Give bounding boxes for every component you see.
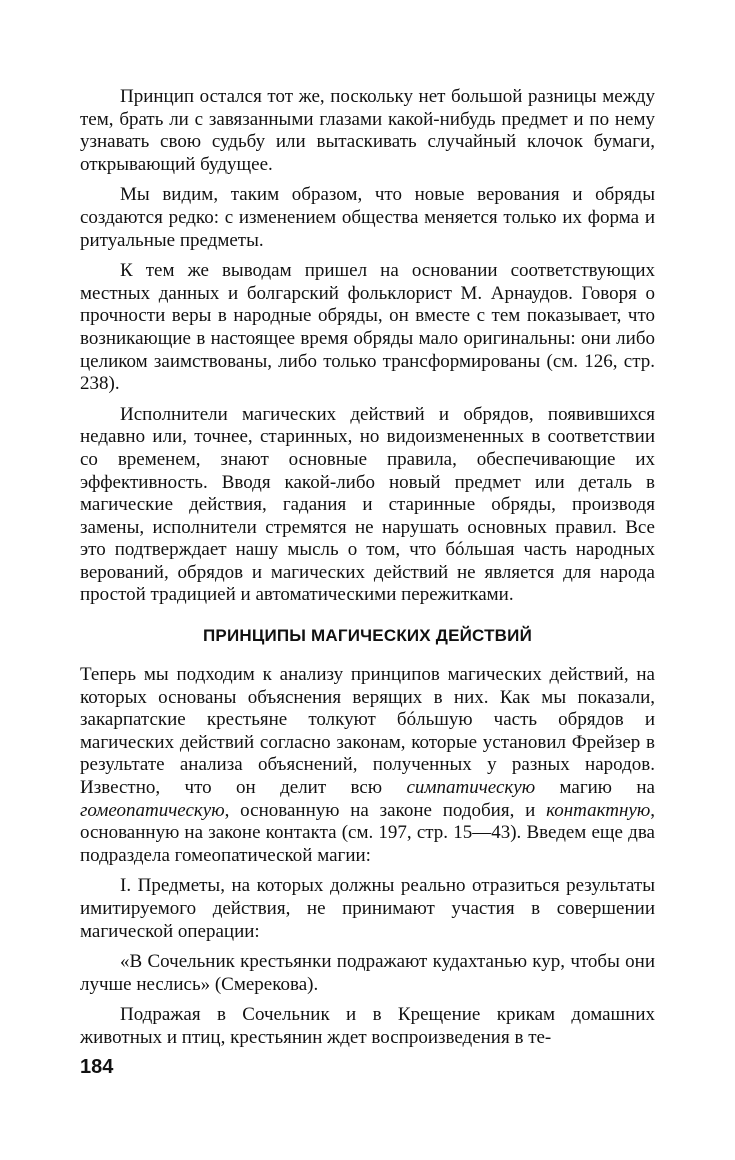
paragraph-principles-intro: Теперь мы подходим к анализу принципов магических действий, на которых основаны объяснения верящих в них. Как мы показали, закарпатские крестьяне толкуют бóльшую часть обрядов и магических действий согласно законам, которые установил Фрейзер в результате анализа объяснений, полученных у разных народов. Известно, что он делит всю симпатическую магию на гомеопатическую, основанную на законе подобия, и контактную, основанную на законе контакта (см. 197, стр. 15—43). Введем еще два подраздела гомеопатической магии: (80, 664, 655, 866)
term-sympathetic: симпатическую (406, 776, 536, 798)
term-contact: контактную (546, 799, 651, 821)
paragraph-new-beliefs: Мы видим, таким образом, что новые верования и обряды создаются редко: с изменением общества меняется только их форма и ритуальные предметы. (80, 184, 655, 251)
bottom-text-section (80, 664, 655, 1058)
top-text-section (80, 86, 655, 615)
section-heading: ПРИНЦИПЫ МАГИЧЕСКИХ ДЕЙСТВИЙ (202, 626, 532, 645)
paragraph-performers: Исполнители магических действий и обрядов, появившихся недавно или, точнее, старинных, но видоизмененных в соответствии со временем, знают основные правила, обеспечивающие их эффективность. Вводя какой-либо новый предмет или деталь в магические действия, гадания и старинные обряды, производя замены, исполнители стремятся не нарушать основных правил. Все это подтверждает нашу мысль о том, что бóльшая часть народных верований, обрядов и магических действий не является для народа простой традицией и автоматическими пережитками. (80, 403, 655, 606)
paragraph-quote-smerekova: «В Сочельник крестьянки подражают кудахтанью кур, чтобы они лучше неслись» (Смерекова). (80, 951, 655, 995)
paragraph-principle: Принцип остался тот же, поскольку нет большой разницы между тем, брать ли с завязанными глазами какой-нибудь предмет и по нему узнавать свою судьбу или вытаскивать случайный клочок бумаги, открывающий будущее. (80, 86, 655, 175)
paragraph-arnaudov: К тем же выводам пришел на основании соответствующих местных данных и болгарский фольклорист М. Арнаудов. Говоря о прочности веры в народные обряды, он вместе с тем показывает, что возникающие в настоящее время обряды мало оригинальны: они либо целиком заимствованы, либо только трансформированы (см. 126, стр. 238). (80, 260, 655, 395)
term-homeopathic: гомеопатическую (80, 799, 225, 821)
page-number: 184 (80, 1056, 114, 1078)
paragraph-item-one: I. Предметы, на которых должны реально отразиться результаты имитируемого действия, не принимают участия в совершении магической операции: (80, 875, 655, 942)
paragraph-imitation: Подражая в Сочельник и в Крещение крикам домашних животных и птиц, крестьянин ждет воспроизведения в те- (80, 1004, 655, 1048)
